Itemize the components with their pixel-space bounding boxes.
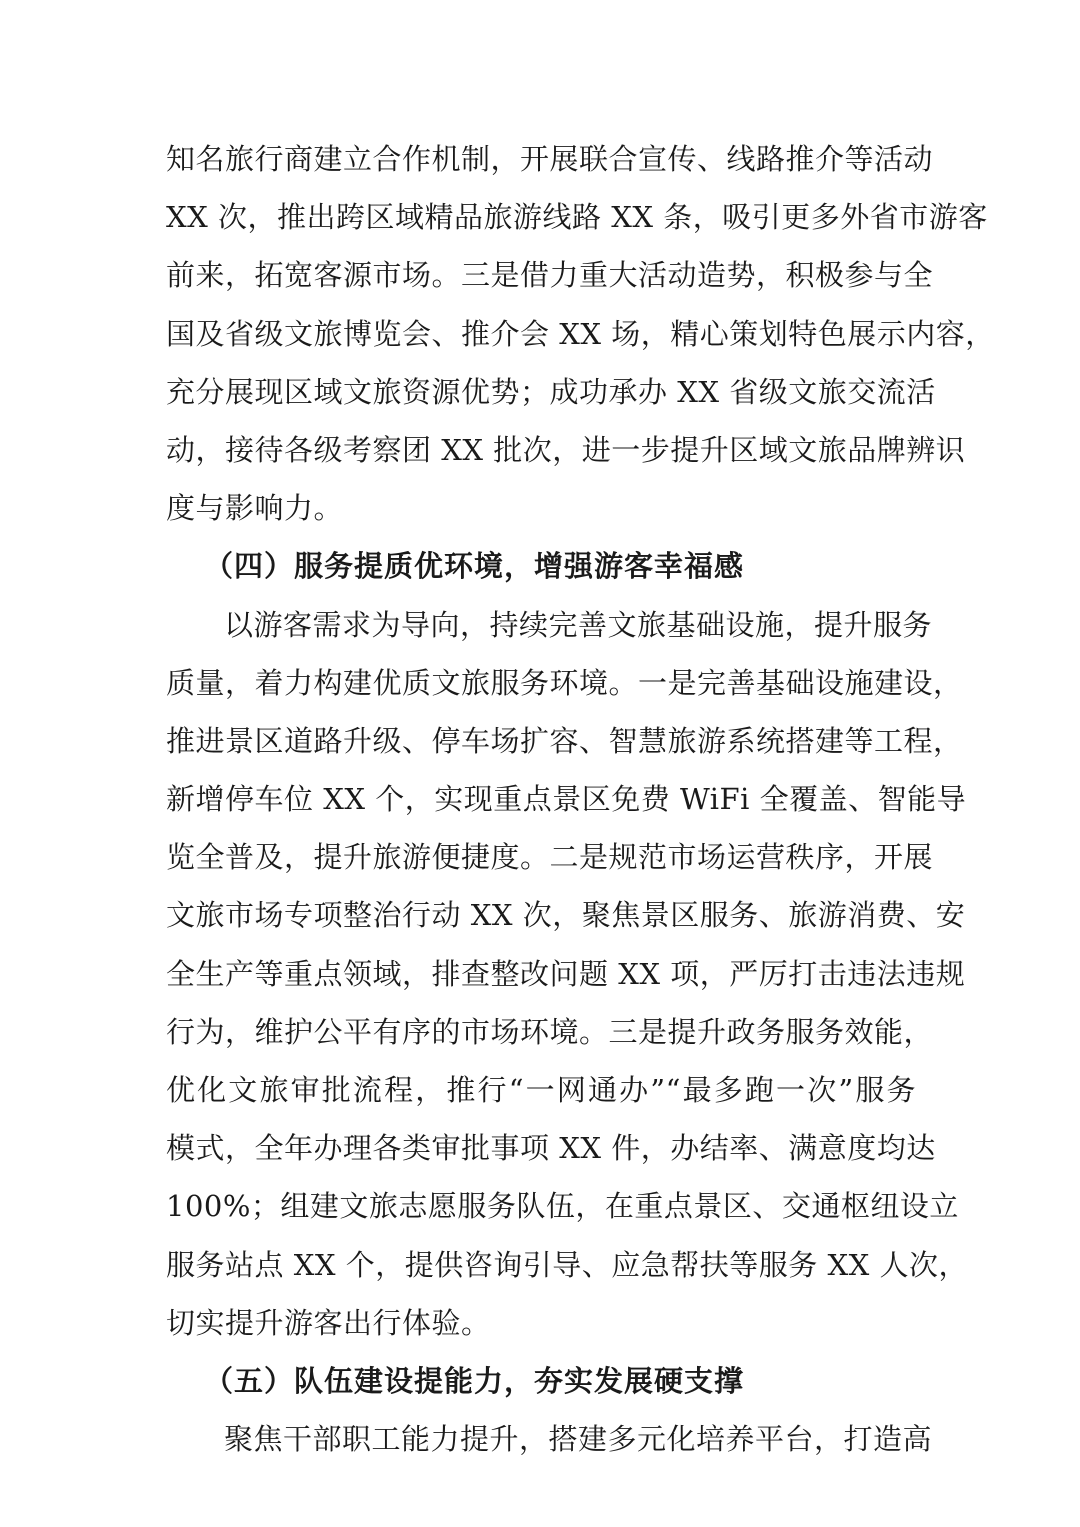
text-line: 全生产等重点领域，排查整改问题 XX 项，严厉打击违法违规	[166, 956, 966, 991]
text-line: 推进景区道路升级、停车场扩容、智慧旅游系统搭建等工程，	[166, 723, 963, 758]
text-line: 国及省级文旅博览会、推介会 XX 场，精心策划特色展示内容，	[166, 316, 995, 351]
text-line: 文旅市场专项整治行动 XX 次，聚焦景区服务、旅游消费、安	[166, 898, 966, 933]
text-line: 聚焦干部职工能力提升，搭建多元化培养平台，打造高	[224, 1422, 933, 1457]
text-line: 前来，拓宽客源市场。三是借力重大活动造势，积极参与全	[166, 258, 934, 293]
text-line: 100%；组建文旅志愿服务队伍，在重点景区、交通枢纽设立	[166, 1189, 959, 1224]
section-heading-4: （四）服务提质优环境，增强游客幸福感	[204, 549, 745, 584]
text-line: 览全普及，提升旅游便捷度。二是规范市场运营秩序，开展	[166, 840, 934, 875]
text-line: XX 次，推出跨区域精品旅游线路 XX 条，吸引更多外省市游客	[166, 200, 988, 235]
text-line: 以游客需求为导向，持续完善文旅基础设施，提升服务	[224, 607, 933, 642]
section-heading-5: （五）队伍建设提能力，夯实发展硬支撑	[204, 1363, 745, 1398]
document-body	[166, 130, 995, 1468]
text-line: 知名旅行商建立合作机制，开展联合宣传、线路推介等活动	[166, 142, 934, 176]
text-line: 服务站点 XX 个，提供咨询引导、应急帮扶等服务 XX 人次，	[166, 1247, 968, 1282]
text-line: 优化文旅审批流程，推行“一网通办”“最多跑一次”服务	[166, 1073, 916, 1108]
text-line: 充分展现区域文旅资源优势；成功承办 XX 省级文旅交流活	[166, 374, 936, 409]
text-line: 新增停车位 XX 个，实现重点景区免费 WiFi 全覆盖、智能导	[166, 782, 967, 817]
paragraph-service-quality	[166, 596, 968, 1352]
text-line: 模式，全年办理各类审批事项 XX 件，办结率、满意度均达	[166, 1131, 936, 1166]
text-line: 度与影响力。	[166, 491, 344, 526]
text-line: 切实提升游客出行体验。	[166, 1305, 491, 1340]
text-line: 质量，着力构建优质文旅服务环境。一是完善基础设施建设，	[166, 665, 963, 700]
text-line: 动，接待各级考察团 XX 批次，进一步提升区域文旅品牌辨识	[166, 432, 966, 467]
text-line: 行为，维护公平有序的市场环境。三是提升政务服务效能，	[166, 1014, 934, 1049]
paragraph-promotion-continued	[166, 130, 995, 537]
paragraph-team-building	[166, 1410, 933, 1468]
